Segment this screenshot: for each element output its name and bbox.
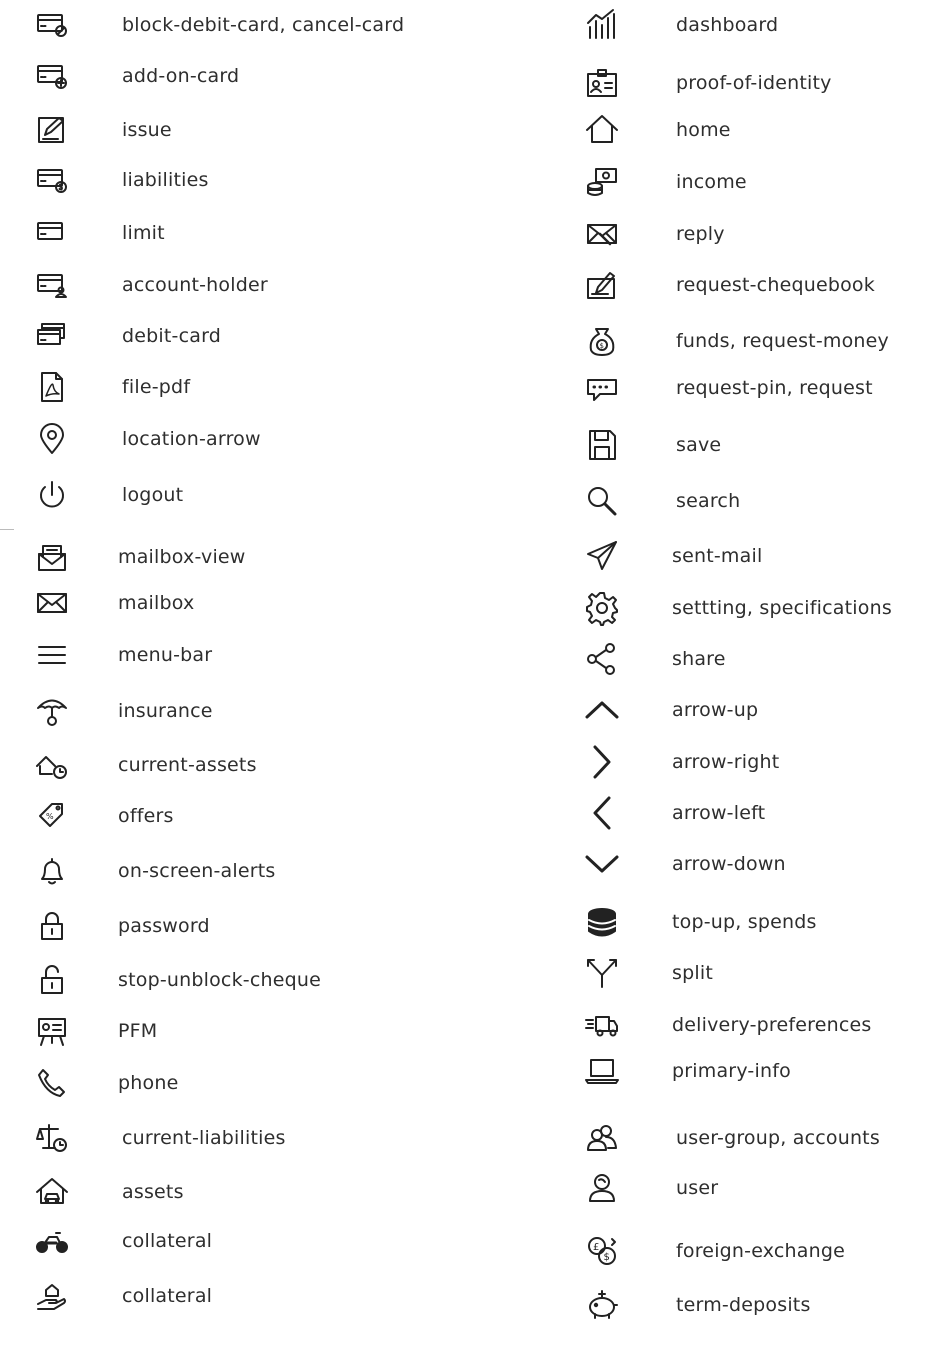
right-icon-row xyxy=(0,110,948,150)
icon-label: on-screen-alerts xyxy=(118,860,276,882)
icon-label: insurance xyxy=(118,700,213,722)
divider-line xyxy=(0,529,14,530)
right-icon-row xyxy=(0,265,948,305)
icon-label: primary-info xyxy=(672,1060,791,1082)
icon-label: user-group, accounts xyxy=(676,1127,880,1149)
icon-label: split xyxy=(672,962,713,984)
right-icon-row xyxy=(0,368,948,408)
icon-label: add-on-card xyxy=(122,65,240,87)
sent-mail-icon xyxy=(582,536,622,576)
icon-label: phone xyxy=(118,1072,179,1094)
icon-label: issue xyxy=(122,119,172,141)
right-icon-row xyxy=(0,425,948,465)
right-icon-row xyxy=(0,321,948,361)
icon-label: file-pdf xyxy=(122,376,191,398)
reply-icon xyxy=(582,214,622,254)
funds-request-money-icon xyxy=(582,321,622,361)
svg-text:$: $ xyxy=(599,342,604,350)
right-icon-row xyxy=(0,63,948,103)
request-pin-icon xyxy=(582,368,622,408)
icon-label: save xyxy=(676,434,722,456)
svg-text:£: £ xyxy=(593,1242,600,1253)
arrow-up-icon xyxy=(582,690,622,730)
icon-label: sent-mail xyxy=(672,545,763,567)
icon-label: mailbox-view xyxy=(118,546,246,568)
save-icon xyxy=(582,425,622,465)
icon-label: proof-of-identity xyxy=(676,72,832,94)
right-icon-row xyxy=(0,742,948,782)
right-icon-row xyxy=(0,902,948,942)
icon-label: location-arrow xyxy=(122,428,261,450)
icon-label: assets xyxy=(122,1181,184,1203)
user-group-icon xyxy=(582,1118,622,1158)
icon-label: term-deposits xyxy=(676,1294,811,1316)
search-icon xyxy=(582,481,622,521)
request-chequebook-icon xyxy=(582,265,622,305)
right-icon-row xyxy=(0,481,948,521)
icon-label: search xyxy=(676,490,741,512)
icon-label: current-assets xyxy=(118,754,257,776)
icon-label: request-pin, request xyxy=(676,377,873,399)
icon-label: user xyxy=(676,1177,719,1199)
top-up-spends-icon xyxy=(582,902,622,942)
home-icon xyxy=(582,110,622,150)
income-icon xyxy=(582,162,622,202)
icon-label: request-chequebook xyxy=(676,274,875,296)
dashboard-icon xyxy=(582,5,622,45)
icon-label: arrow-right xyxy=(672,751,780,773)
right-icon-row xyxy=(0,214,948,254)
icon-label: offers xyxy=(118,805,174,827)
share-icon xyxy=(582,639,622,679)
icon-label: foreign-exchange xyxy=(676,1240,846,1262)
icon-label: password xyxy=(118,915,210,937)
icon-label: PFM xyxy=(118,1020,158,1042)
right-icon-row xyxy=(0,1168,948,1208)
right-icon-row xyxy=(0,1118,948,1158)
icon-label: mailbox xyxy=(118,592,195,614)
delivery-preferences-icon xyxy=(582,1005,622,1045)
icon-label: arrow-left xyxy=(672,802,766,824)
primary-info-icon xyxy=(582,1051,622,1091)
icon-label: stop-unblock-cheque xyxy=(118,969,322,991)
split-icon xyxy=(582,953,622,993)
icon-label: account-holder xyxy=(122,274,268,296)
right-icon-row xyxy=(0,1005,948,1045)
term-deposits-icon xyxy=(582,1285,622,1325)
icon-label: settting, specifications xyxy=(672,597,892,619)
right-icon-row xyxy=(0,639,948,679)
icon-label: home xyxy=(676,119,731,141)
right-icon-row xyxy=(0,1285,948,1325)
right-icon-row xyxy=(0,162,948,202)
icon-label: limit xyxy=(122,222,165,244)
setting-icon xyxy=(582,588,622,628)
right-icon-row xyxy=(0,1231,948,1271)
right-icon-row xyxy=(0,953,948,993)
icon-label: collateral xyxy=(122,1285,213,1307)
arrow-left-icon xyxy=(582,793,622,833)
icon-label: menu-bar xyxy=(118,644,213,666)
right-icon-row xyxy=(0,1051,948,1091)
icon-label: debit-card xyxy=(122,325,222,347)
icon-label: reply xyxy=(676,223,725,245)
icon-label: liabilities xyxy=(122,169,209,191)
icon-label: collateral xyxy=(122,1230,213,1252)
right-icon-row xyxy=(0,588,948,628)
right-icon-row xyxy=(0,844,948,884)
icon-label: income xyxy=(676,171,747,193)
svg-text:$: $ xyxy=(603,1252,610,1263)
icon-label: current-liabilities xyxy=(122,1127,286,1149)
right-icon-row xyxy=(0,5,948,45)
right-icon-row xyxy=(0,690,948,730)
arrow-right-icon xyxy=(582,742,622,782)
right-icon-row xyxy=(0,793,948,833)
right-icon-row xyxy=(0,536,948,576)
icon-label: delivery-preferences xyxy=(672,1014,872,1036)
arrow-down-icon xyxy=(582,844,622,884)
icon-label: funds, request-money xyxy=(676,330,889,352)
icon-label: block-debit-card, cancel-card xyxy=(122,14,405,36)
user-icon xyxy=(582,1168,622,1208)
icon-label: arrow-up xyxy=(672,699,759,721)
proof-of-identity-icon xyxy=(582,63,622,103)
icon-label: dashboard xyxy=(676,14,779,36)
foreign-exchange-icon xyxy=(582,1231,622,1271)
svg-text:%: % xyxy=(46,812,54,821)
icon-label: top-up, spends xyxy=(672,911,817,933)
icon-label: logout xyxy=(122,484,184,506)
icon-label: arrow-down xyxy=(672,853,786,875)
icon-label: share xyxy=(672,648,726,670)
